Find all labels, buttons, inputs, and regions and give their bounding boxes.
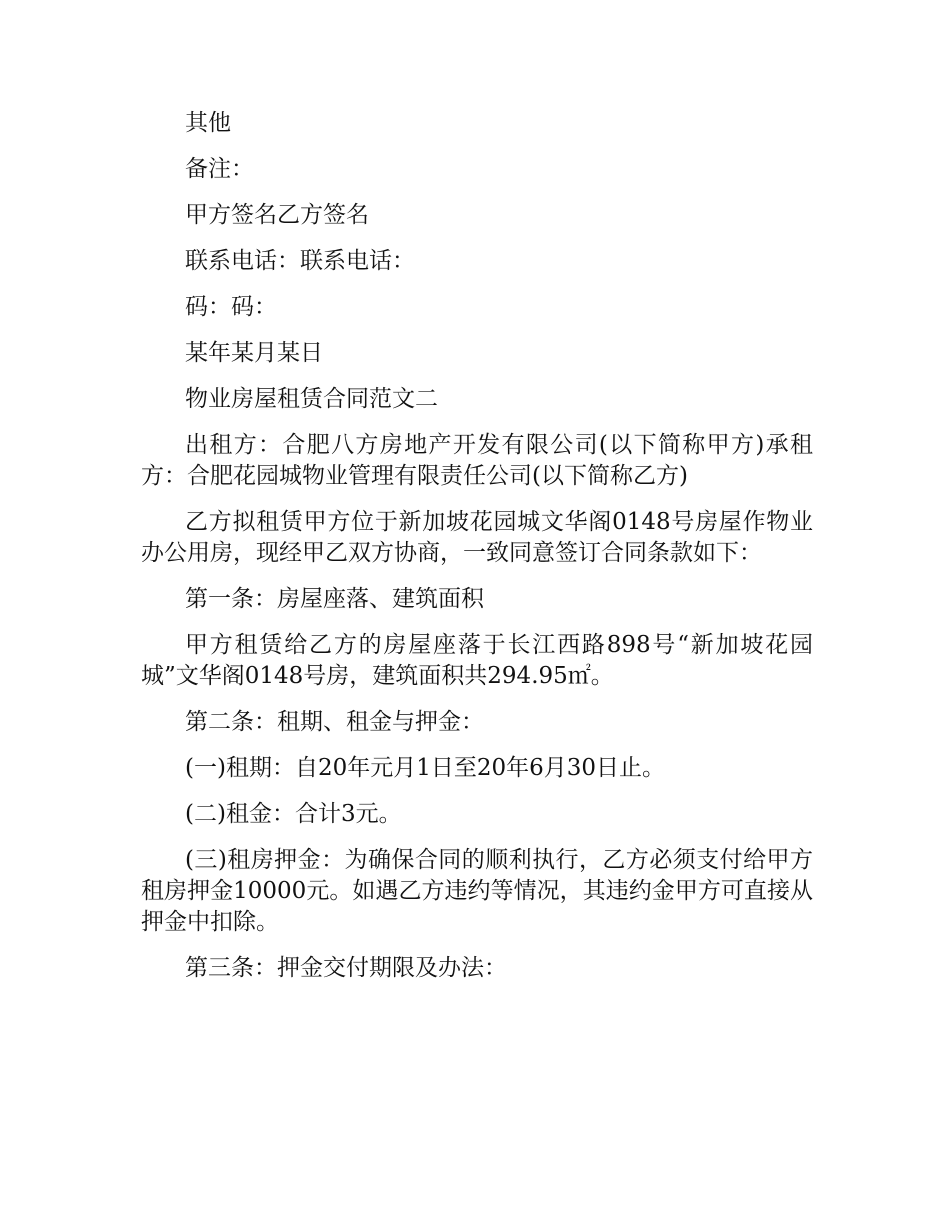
paragraph-intro: 乙方拟租赁甲方位于新加坡花园城文华阁0148号房屋作物业办公用房，现经甲乙双方协商，一致同意签订合同条款如下： [141, 509, 813, 566]
paragraph-date: 某年某月某日 [185, 340, 323, 366]
article-2-rent: (二)租金：合计3元。 [185, 801, 402, 827]
paragraph-remarks: 备注： [185, 156, 254, 182]
article-2-term: (一)租期：自20年元月1日至20年6月30日止。 [185, 755, 666, 781]
section-title: 物业房屋租赁合同范文二 [185, 386, 438, 412]
article-1-heading: 第一条：房屋座落、建筑面积 [185, 586, 484, 612]
paragraph-signatures: 甲方签名乙方签名 [185, 202, 369, 228]
paragraph-parties: 出租方：合肥八方房地产开发有限公司(以下简称甲方)承租方：合肥花园城物业管理有限责任公司(以下简称乙方) [141, 432, 813, 489]
article-2-heading: 第二条：租期、租金与押金： [185, 709, 484, 735]
article-2-deposit: (三)租房押金：为确保合同的顺利执行，乙方必须支付给甲方租房押金10000元。如遇乙方违约等情况，其违约金甲方可直接从押金中扣除。 [141, 847, 813, 935]
article-1-body: 甲方租赁给乙方的房屋座落于长江西路898号“新加坡花园城”文华阁0148号房，建筑面积共294.95㎡。 [141, 632, 813, 689]
paragraph-code: 码：码： [185, 294, 277, 320]
article-3-heading: 第三条：押金交付期限及办法： [185, 955, 507, 981]
paragraph-phone: 联系电话：联系电话： [185, 248, 415, 274]
paragraph-other: 其他 [185, 110, 231, 136]
document-body [141, 108, 813, 999]
